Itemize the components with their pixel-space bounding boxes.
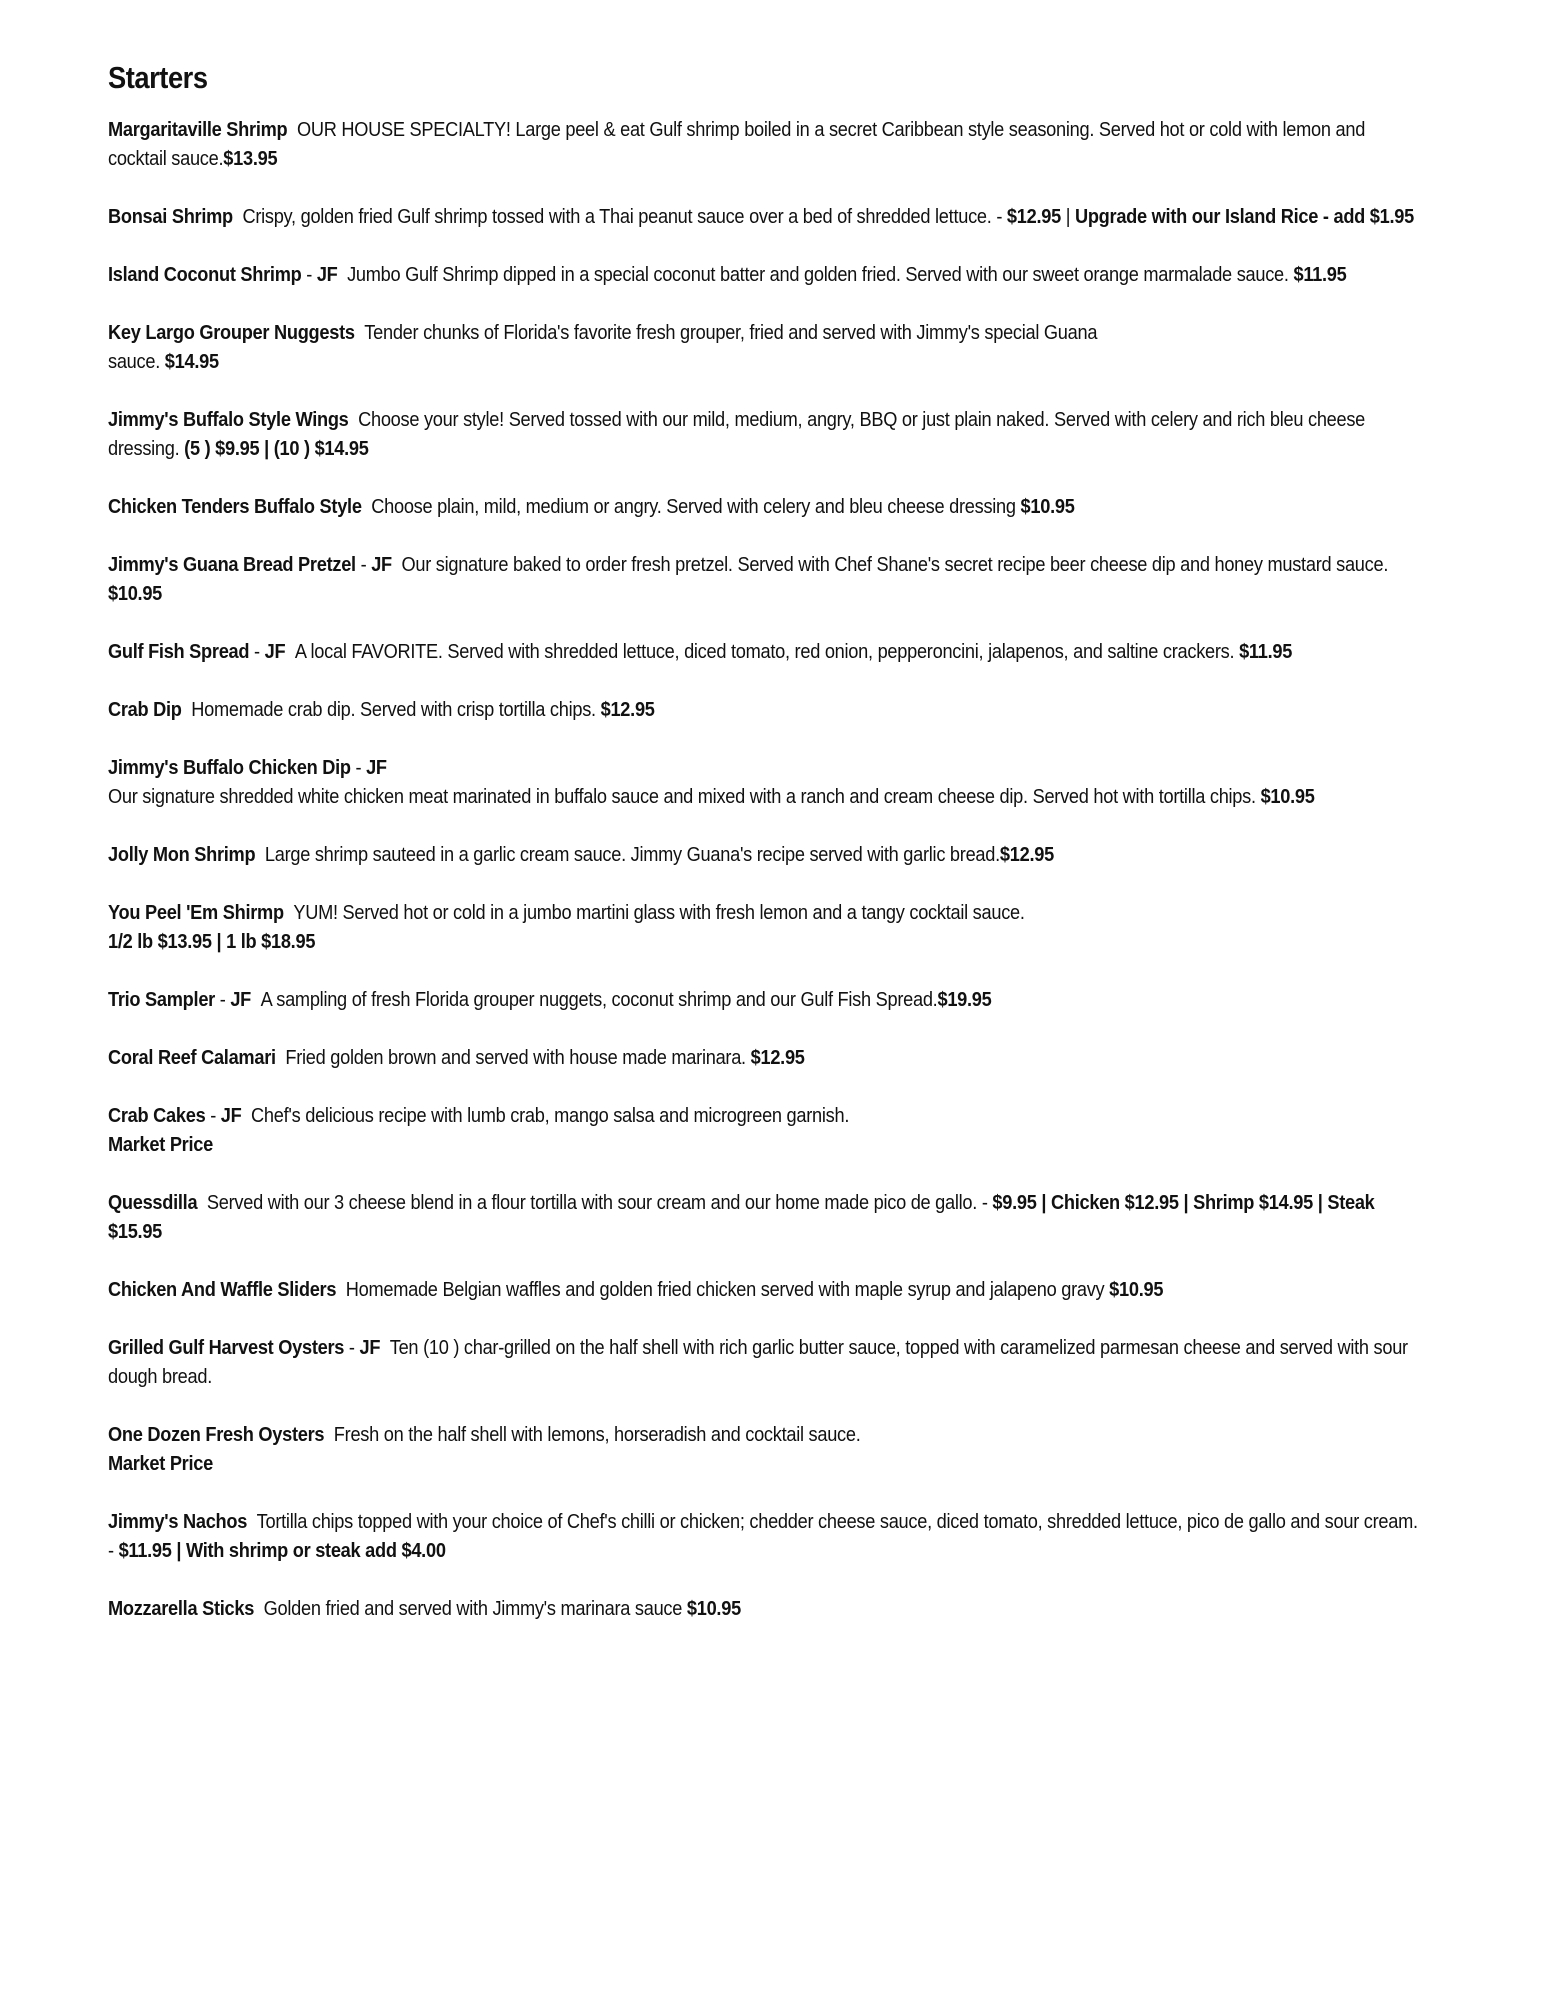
menu-item-price: $12.95 (999, 844, 1054, 866)
menu-item (108, 1508, 1418, 1566)
menu-item-name: Jimmy's Nachos (108, 1511, 248, 1533)
menu-item-price: $10.95 (1260, 786, 1315, 808)
menu-item-description: Served with our 3 cheese blend in a flour tortilla with sour cream and our home made pico de gallo. - (206, 1192, 993, 1214)
menu-item (108, 1421, 1418, 1479)
menu-item-name: Jimmy's Buffalo Style Wings (108, 409, 349, 431)
menu-item-name: Crab Dip (108, 699, 182, 721)
menu-item-name: Jimmy's Guana Bread Pretzel (108, 554, 356, 576)
menu-page (108, 60, 1418, 1653)
menu-item-name: Margaritaville Shrimp (108, 119, 288, 141)
menu-item (108, 1595, 1418, 1624)
menu-item: Grilled Gulf Harvest Oysters - JF Ten (10 ) char-grilled on the half shell with rich garlic butter sauce, topped with caramelized parmesan cheese and served with sour dough bread. (108, 1337, 1408, 1388)
menu-item-description: Homemade crab dip. Served with crisp tortilla chips. (191, 699, 596, 721)
menu-item-description: Our signature baked to order fresh pretzel. Served with Chef Shane's secret recipe beer cheese dip and honey mustard sauce. (401, 554, 1389, 576)
menu-item (108, 319, 1418, 377)
menu-item: Crab Cakes - JF Chef's delicious recipe with lumb crab, mango salsa and microgreen garnish. Market Price (108, 1105, 850, 1156)
menu-item-price: $11.95 (1239, 641, 1293, 663)
menu-item-description: Choose plain, mild, medium or angry. Served with celery and bleu cheese dressing (371, 496, 1016, 518)
menu-item-description: Homemade Belgian waffles and golden fried chicken served with maple syrup and jalapeno gravy (345, 1279, 1105, 1301)
section-title: Starters (108, 60, 208, 95)
menu-item-name: Mozzarella Sticks (108, 1598, 255, 1620)
menu-item (108, 899, 1418, 957)
menu-item-description: Our signature shredded white chicken meat marinated in buffalo sauce and mixed with a ranch and cream cheese dip. Served hot with tortilla chips. (108, 786, 1256, 808)
menu-item-description: YUM! Served hot or cold in a jumbo martini glass with fresh lemon and a tangy cocktail sauce. (293, 902, 1025, 924)
menu-item-price: $14.95 (164, 351, 219, 373)
menu-item-name: Crab Cakes (108, 1105, 206, 1127)
menu-item-description: Tender chunks of Florida's favorite fresh grouper, fried and served with Jimmy's special Guana (364, 322, 1098, 344)
menu-item-name: Bonsai Shrimp (108, 206, 233, 228)
menu-item-price: $11.95 (1293, 264, 1347, 286)
menu-item-description: Fresh on the half shell with lemons, horseradish and cocktail sauce. (333, 1424, 861, 1446)
jf-badge: JF (220, 1105, 242, 1127)
menu-item (108, 841, 1418, 870)
menu-item-price: $12.95 (750, 1047, 805, 1069)
menu-item (108, 1044, 1418, 1073)
menu-item-price: $9.95 | Chicken $12.95 | Shrimp $14.95 | Steak $15.95 (108, 1192, 1375, 1243)
menu-item-price: Market Price (108, 1134, 213, 1156)
menu-item-price: $12.95 (600, 699, 655, 721)
menu-item-price: $10.95 (1020, 496, 1075, 518)
menu-item-description: Golden fried and served with Jimmy's marinara sauce (263, 1598, 683, 1620)
menu-item-price: (5 ) $9.95 | (10 ) $14.95 (184, 438, 369, 460)
menu-item-price: $10.95 (1109, 1279, 1164, 1301)
menu-item: Bonsai Shrimp Crispy, golden fried Gulf shrimp tossed with a Thai peanut sauce over a bed of shredded lettuce. - $12.95 | Upgrade with our Island Rice - add $1.95 (108, 206, 1414, 228)
menu-item-upgrade: Upgrade with our Island Rice - add $1.95 (1074, 206, 1414, 228)
menu-item-description-cont: sauce. (108, 351, 160, 373)
menu-item-name: Jimmy's Buffalo Chicken Dip (108, 757, 351, 779)
menu-item-name: Quessdilla (108, 1192, 198, 1214)
menu-item-price: $13.95 (223, 148, 278, 170)
menu-item-description: Ten (10 ) char-grilled on the half shell with rich garlic butter sauce, topped with caramelized parmesan cheese and served with sour dough bread. (108, 1337, 1408, 1388)
menu-item: Jimmy's Buffalo Chicken Dip - JF Our signature shredded white chicken meat marinated in buffalo sauce and mixed with a ranch and cream cheese dip. Served hot with tortilla chips. $10.95 (108, 757, 1315, 808)
menu-item-description: Choose your style! Served tossed with our mild, medium, angry, BBQ or just plain naked. Served with celery and rich bleu cheese dressing. (108, 409, 1366, 460)
menu-item-price: 1/2 lb $13.95 | 1 lb $18.95 (108, 931, 316, 953)
menu-item-price: Market Price (108, 1453, 213, 1475)
menu-item (108, 1189, 1418, 1247)
menu-item-name: Coral Reef Calamari (108, 1047, 276, 1069)
menu-item (108, 493, 1418, 522)
menu-item (108, 116, 1418, 174)
menu-item-name: Jolly Mon Shrimp (108, 844, 256, 866)
jf-badge: JF (264, 641, 286, 663)
menu-item-name: You Peel 'Em Shirmp (108, 902, 284, 924)
menu-item-description: Jumbo Gulf Shrimp dipped in a special coconut batter and golden fried. Served with our sweet orange marmalade sauce. (347, 264, 1289, 286)
menu-item-name: Gulf Fish Spread (108, 641, 250, 663)
menu-item (108, 696, 1418, 725)
menu-item-description: Crispy, golden fried Gulf shrimp tossed with a Thai peanut sauce over a bed of shredded lettuce. - (242, 206, 1007, 228)
menu-item-description: OUR HOUSE SPECIALTY! Large peel & eat Gulf shrimp boiled in a secret Caribbean style seasoning. Served hot or cold with lemon and cocktail sauce. (108, 119, 1366, 170)
menu-item-price: $12.95 (1006, 206, 1061, 228)
jf-badge: JF (359, 1337, 381, 1359)
menu-item-price: $10.95 (108, 583, 163, 605)
menu-item-description: Large shrimp sauteed in a garlic cream sauce. Jimmy Guana's recipe served with garlic bread. (264, 844, 1000, 866)
jf-badge: JF (371, 554, 392, 576)
menu-item-name: Chicken Tenders Buffalo Style (108, 496, 362, 518)
menu-item (108, 406, 1418, 464)
menu-item-name: Key Largo Grouper Nuggests (108, 322, 355, 344)
menu-item-description: A sampling of fresh Florida grouper nuggets, coconut shrimp and our Gulf Fish Spread. (260, 989, 938, 1011)
menu-item-description: Tortilla chips topped with your choice of Chef's chilli or chicken; chedder cheese sauce, diced tomato, shredded lettuce, pico de gallo and sour cream. - (108, 1511, 1418, 1562)
menu-item (108, 1276, 1418, 1305)
menu-item: Gulf Fish Spread - JF A local FAVORITE. Served with shredded lettuce, diced tomato, red onion, pepperoncini, jalapenos, and saltine crackers. $11.95 (108, 641, 1293, 663)
menu-item-name: Island Coconut Shrimp (108, 264, 302, 286)
menu-item-price: $11.95 | With shrimp or steak add $4.00 (118, 1540, 446, 1562)
jf-badge: JF (366, 757, 387, 779)
jf-badge: JF (230, 989, 252, 1011)
menu-item-name: Chicken And Waffle Sliders (108, 1279, 337, 1301)
menu-item-description: Fried golden brown and served with house made marinara. (285, 1047, 746, 1069)
menu-item: Trio Sampler - JF A sampling of fresh Florida grouper nuggets, coconut shrimp and our Gulf Fish Spread.$19.95 (108, 989, 992, 1011)
menu-item-price: $19.95 (937, 989, 992, 1011)
menu-item-name: Grilled Gulf Harvest Oysters (108, 1337, 345, 1359)
menu-item-price: $10.95 (686, 1598, 741, 1620)
jf-badge: JF (316, 264, 338, 286)
menu-item-name: Trio Sampler (108, 989, 215, 1011)
menu-item: Island Coconut Shrimp - JF Jumbo Gulf Shrimp dipped in a special coconut batter and golden fried. Served with our sweet orange marmalade sauce. $11.95 (108, 264, 1347, 286)
menu-item-description: Chef's delicious recipe with lumb crab, mango salsa and microgreen garnish. (251, 1105, 850, 1127)
menu-item-name: One Dozen Fresh Oysters (108, 1424, 325, 1446)
menu-item: Jimmy's Guana Bread Pretzel - JF Our signature baked to order fresh pretzel. Served with Chef Shane's secret recipe beer cheese dip and honey mustard sauce. $10.95 (108, 554, 1389, 605)
menu-item-description: A local FAVORITE. Served with shredded lettuce, diced tomato, red onion, pepperoncini, jalapenos, and saltine crackers. (294, 641, 1235, 663)
menu-items-list (108, 116, 1418, 1624)
